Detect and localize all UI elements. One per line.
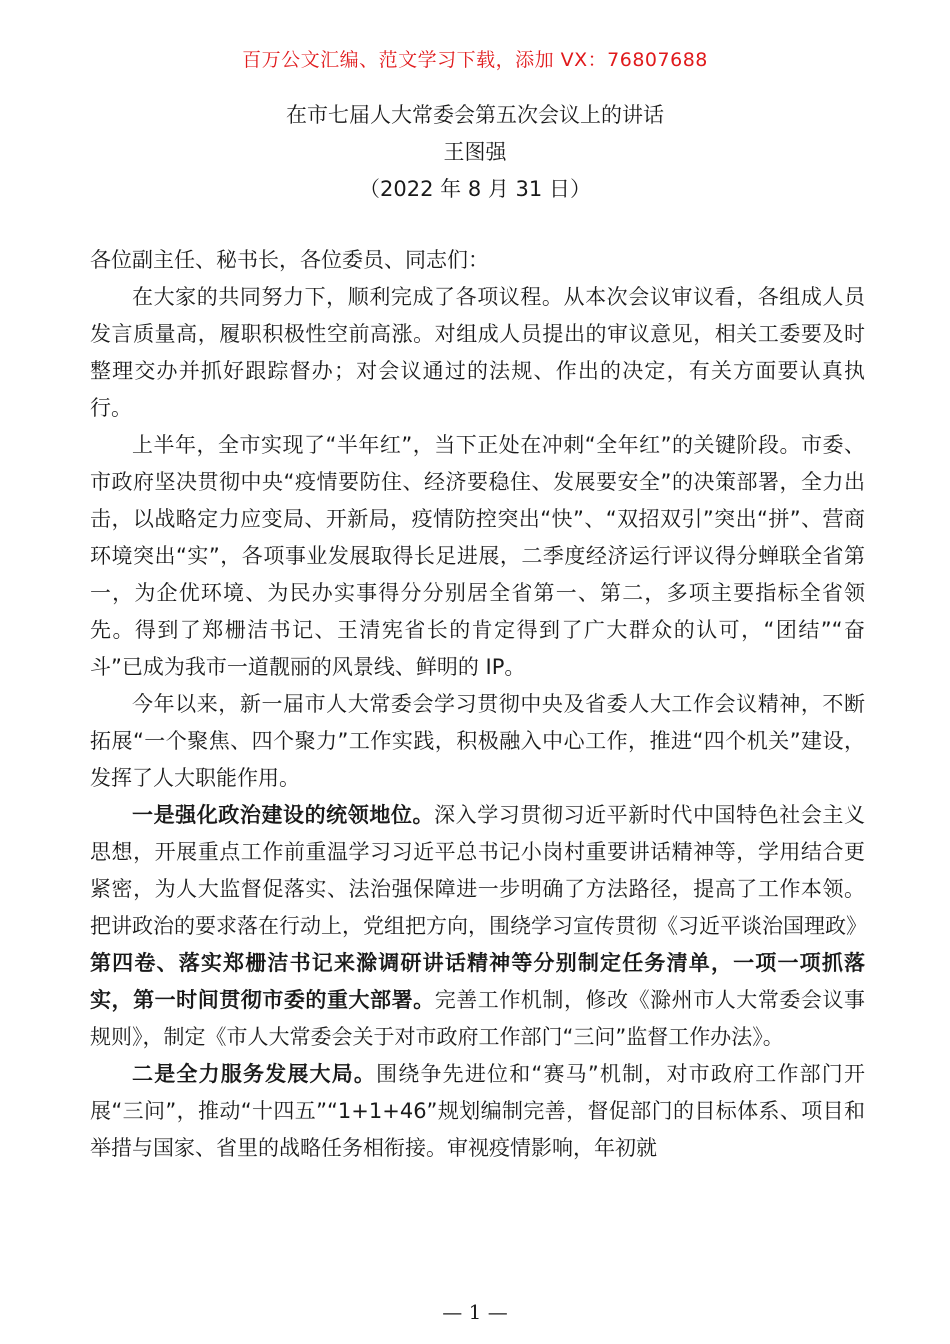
paragraph-4-text: 深入学习贯彻习近平新时代中国特色社会主义思想，开展重点工作前重温学习习近平总书记小岗村重要讲话精神等，学用结合更紧密，为人大监督促落实、法治强保障进一步明确了方法路径，提高了工作本领。把讲政治的要求落在行动上，党组把方向，围绕学习宣传贯彻《习近平谈治国理政》 [90,803,867,938]
paragraph-5-lead: 二是全力服务发展大局。 [132,1062,377,1086]
paragraph-5-text: 围绕争先进位和“赛马”机制，对市政府工作部门开展“三问”，推动“十四五”“1+1+46”规划编制完善，督促部门的目标体系、项目和举措与国家、省里的战略任务相衔接。审视疫情影响，年初就 [90,1062,865,1160]
paragraph-4-lead: 一是强化政治建设的统领地位。 [132,803,435,827]
speech-body [90,242,865,1167]
speech-date: （2022 年 8 月 31 日） [359,177,591,201]
paragraph-4 [90,797,865,1056]
speech-author: 王图强 [443,140,507,164]
paragraph-5 [90,1056,865,1167]
paragraph-3: 今年以来，新一届市人大常委会学习贯彻中央及省委人大工作会议精神，不断拓展“一个聚焦、四个聚力”工作实践，积极融入中心工作，推进“四个机关”建设，发挥了人大职能作用。 [90,692,865,790]
paragraph-2: 上半年，全市实现了“半年红”，当下正处在冲刺“全年红”的关键阶段。市委、市政府坚决贯彻中央“疫情要防住、经济要稳住、发展要安全”的决策部署，全力出击，以战略定力应变局、开新局，疫情防控突出“快”、“双招双引”突出“拼”、营商环境突出“实”，各项事业发展取得长足进展，二季度经济运行评议得分蝉联全省第一，为企优环境、为民办实事得分分别居全省第一、第二，多项主要指标全省领先。得到了郑栅洁书记、王清宪省长的肯定得到了广大群众的认可，“团结”“奋斗”已成为我市一道靓丽的风景线、鲜明的 IP。 [90,433,865,679]
salutation: 各位副主任、秘书长，各位委员、同志们： [90,248,489,272]
paragraph-1: 在大家的共同努力下，顺利完成了各项议程。从本次会议审议看，各组成人员发言质量高，履职积极性空前高涨。对组成人员提出的审议意见，相关工委要及时整理交办并抓好跟踪督办；对会议通过的法规、作出的决定，有关方面要认真执行。 [90,285,865,420]
paragraph-4-tail: 完善工作机制，修改《滁州市人大常委会议事规则》，制定《市人大常委会关于对市政府工作部门“三问”监督工作办法》。 [90,988,866,1049]
speech-title: 在市七届人大常委会第五次会议上的讲话 [286,103,664,127]
page-number: — 1 — [442,1300,508,1324]
paragraph-4-bold: 第四卷、落实郑栅洁书记来滁调研讲话精神等分别制定任务清单，一项一项抓落实，第一时间贯彻市委的重大部署。 [90,951,865,1012]
watermark-banner: 百万公文汇编、范文学习下载，添加 VX：76807688 [242,49,708,71]
